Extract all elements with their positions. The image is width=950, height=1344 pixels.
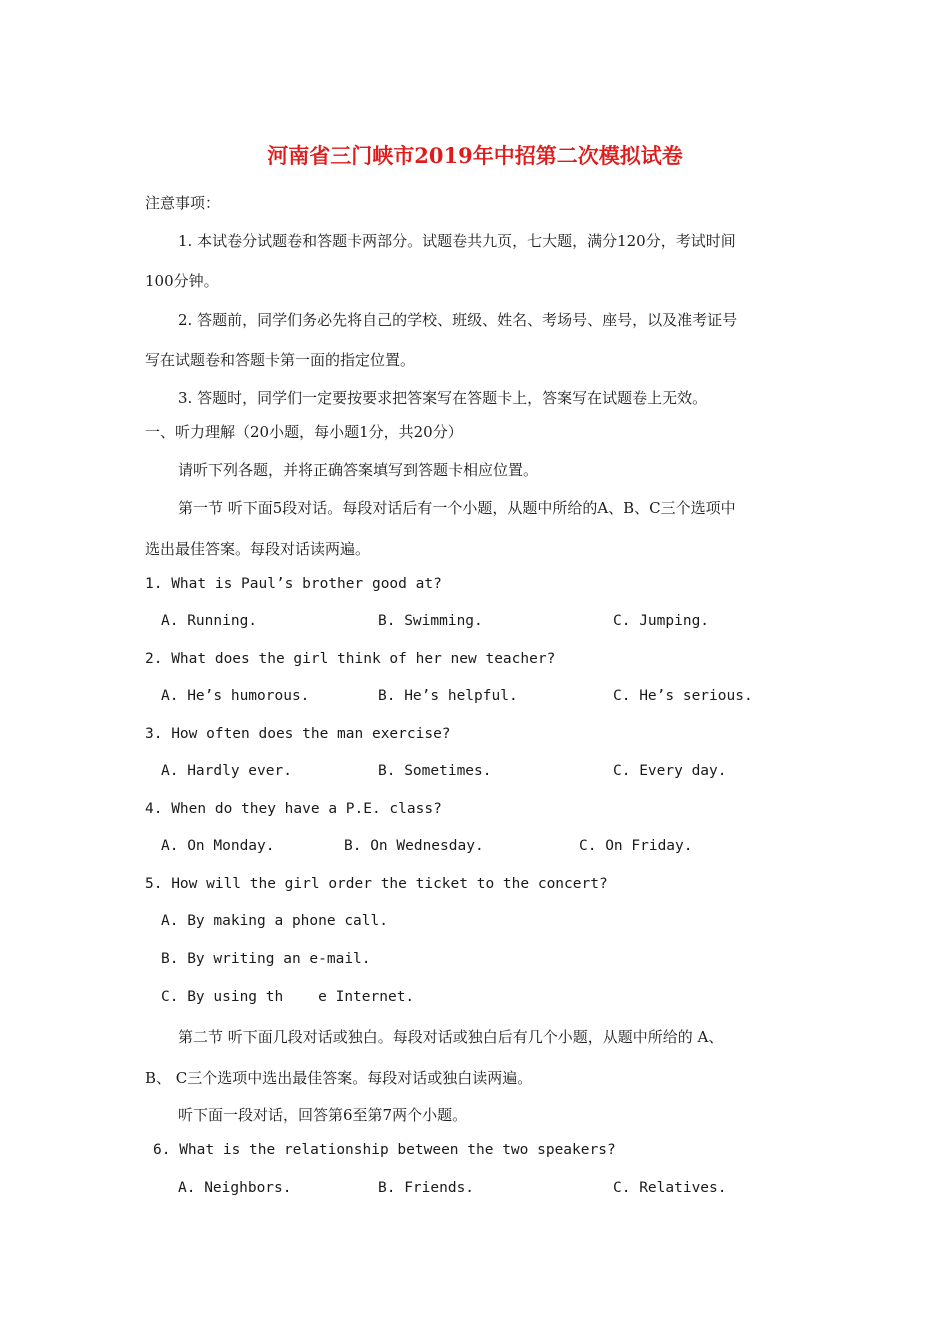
- q4-option-c: C. On Friday.: [579, 838, 693, 854]
- question-4: 4. When do they have a P.E. class?: [145, 801, 442, 817]
- q3-option-c: C. Every day.: [613, 763, 727, 779]
- q1-option-b: B. Swimming.: [378, 613, 483, 629]
- q3-option-b: B. Sometimes.: [378, 763, 492, 779]
- note-line-1: 1. 本试卷分试题卷和答题卡两部分。试题卷共九页，七大题，满分120分，考试时间: [178, 232, 736, 250]
- exam-title: 河南省三门峡市2019年中招第二次模拟试卷: [267, 143, 683, 168]
- section1-heading: 一、听力理解（20小题，每小题1分，共20分）: [145, 423, 463, 441]
- q3-option-a: A. Hardly ever.: [161, 763, 292, 779]
- part2-line-1: 第二节 听下面几段对话或独白。每段对话或独白后有几个小题，从题中所给的 A、: [178, 1028, 724, 1046]
- q2-option-b: B. He’s helpful.: [378, 688, 518, 704]
- q5-option-c: C. By using th e Internet.: [161, 989, 415, 1005]
- q4-option-a: A. On Monday.: [161, 838, 275, 854]
- q5-option-b: B. By writing an e-mail.: [161, 951, 371, 967]
- q1-option-c: C. Jumping.: [613, 613, 710, 629]
- question-3: 3. How often does the man exercise?: [145, 726, 451, 742]
- part1-line-2: 选出最佳答案。每段对话读两遍。: [145, 540, 371, 558]
- question-2: 2. What does the girl think of her new teacher?: [145, 651, 556, 667]
- note-line-2: 100分钟。: [145, 272, 219, 290]
- note-line-5: 3. 答题时，同学们一定要按要求把答案写在答题卡上，答案写在试题卷上无效。: [178, 389, 708, 407]
- part2-instruction: 听下面一段对话，回答第6至第7两个小题。: [178, 1106, 468, 1124]
- part1-line-1: 第一节 听下面5段对话。每段对话后有一个小题，从题中所给的A、B、C三个选项中: [178, 499, 736, 517]
- q5-option-a: A. By making a phone call.: [161, 913, 388, 929]
- question-1: 1. What is Paul’s brother good at?: [145, 576, 442, 592]
- q6-option-b: B. Friends.: [378, 1180, 475, 1196]
- q2-option-c: C. He’s serious.: [613, 688, 753, 704]
- q6-option-c: C. Relatives.: [613, 1180, 727, 1196]
- part2-line-2: B、 C三个选项中选出最佳答案。每段对话或独白读两遍。: [145, 1069, 533, 1087]
- question-6: 6. What is the relationship between the two speakers?: [153, 1142, 616, 1158]
- q2-option-a: A. He’s humorous.: [161, 688, 310, 704]
- notes-heading: 注意事项：: [145, 194, 221, 212]
- note-line-4: 写在试题卷和答题卡第一面的指定位置。: [145, 351, 416, 369]
- q4-option-b: B. On Wednesday.: [344, 838, 484, 854]
- note-line-3: 2. 答题前，同学们务必先将自己的学校、班级、姓名、考场号、座号，以及准考证号: [178, 311, 738, 329]
- q1-option-a: A. Running.: [161, 613, 258, 629]
- section1-instruction: 请听下列各题，并将正确答案填写到答题卡相应位置。: [178, 461, 539, 479]
- q6-option-a: A. Neighbors.: [178, 1180, 292, 1196]
- question-5: 5. How will the girl order the ticket to the concert?: [145, 876, 608, 892]
